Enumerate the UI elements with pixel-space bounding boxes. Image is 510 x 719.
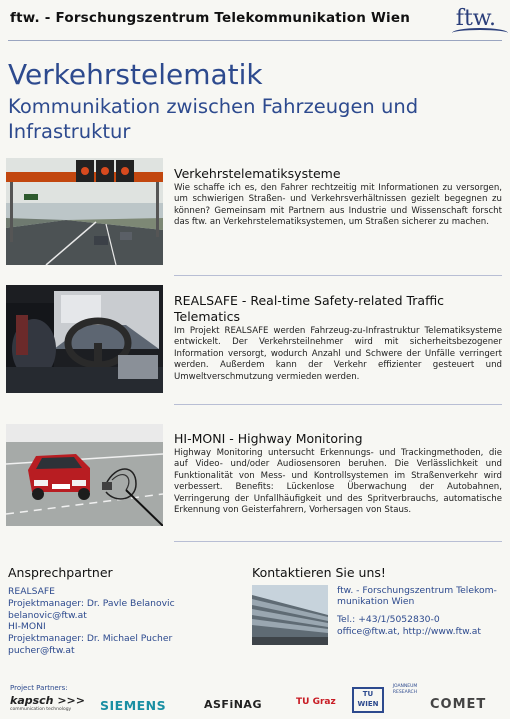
contact-email-link[interactable]: belanovic@ftw.at xyxy=(8,609,87,621)
section-divider xyxy=(174,275,502,276)
header-org: ftw. - Forschungszentrum Telekommunikation Wien xyxy=(10,10,411,26)
partner-logo-tu-wien: TU WIEN xyxy=(352,687,384,713)
section-heading-verkehrstelematik: Verkehrstelematiksysteme xyxy=(174,166,341,181)
contact-line: REALSAFE xyxy=(8,586,55,597)
partner-logo-asfinag: ASFiNAG xyxy=(204,698,262,711)
logo-swoosh-icon xyxy=(452,28,508,38)
section-divider xyxy=(174,404,502,405)
partner-logo-siemens: SIEMENS xyxy=(100,698,167,713)
contact-line: Projektmanager: Dr. Michael Pucher xyxy=(8,633,173,645)
ftw-logo xyxy=(456,6,496,31)
section-text-realsafe: Im Projekt REALSAFE werden Fahrzeug-zu-Infrastruktur Telematiksysteme entwickelt. Der Verkehrsteilnehmer wird mit sicherheitsbezogener Information versorgt, wodurch Anzahl und Schwere der Unfälle verringert werden. Außerdem kann der Verkehr effizienter gesteuert und Umweltverschmutzung vermieden werden. xyxy=(174,326,502,382)
contact-phone[interactable]: Tel.: +43/1/5052830-0 xyxy=(337,614,440,625)
contact-us-heading: Kontaktieren Sie uns! xyxy=(252,565,386,580)
section-heading-realsafe: REALSAFE - Real-time Safety-related Traffic Telematics xyxy=(174,293,445,324)
contact-org-line: ftw. - Forschungszentrum Telekom- xyxy=(337,585,497,596)
section-text-verkehrstelematik: Wie schaffe ich es, den Fahrer rechtzeitig mit Informationen zu versorgen, um schwierigen Straßen- und Verkehrsverhältnissen gezielt begegnen zu können? Gemeinsam mit Partnern aus Industrie und Wissenschaft forscht das ftw. an Verkehrstelematiksystemen, um Straßen sicherer zu machen. xyxy=(174,183,502,228)
partners-label: Project Partners: xyxy=(10,684,68,692)
page-subtitle: Kommunikation zwischen Fahrzeugen und Infrastruktur xyxy=(8,95,419,143)
contact-line: HI-MONI xyxy=(8,621,46,633)
photo-traffic-gantry xyxy=(6,158,163,265)
partner-logo-comet: COMET xyxy=(430,697,487,712)
page-title: Verkehrstelematik xyxy=(8,58,263,91)
partner-logo-kapsch xyxy=(10,694,85,712)
photo-highway-monitoring xyxy=(6,424,163,526)
contacts-list xyxy=(8,586,175,657)
contact-line: Projektmanager: Dr. Pavle Belanovic xyxy=(8,597,175,609)
partner-kapsch-sub: communication technology xyxy=(10,707,72,712)
contact-org-line: munikation Wien xyxy=(337,595,415,607)
contact-web-link[interactable]: office@ftw.at, http://www.ftw.at xyxy=(337,625,481,637)
section-heading-himoni: HI-MONI - Highway Monitoring xyxy=(174,431,363,446)
section-divider xyxy=(174,541,502,542)
contact-org xyxy=(337,586,505,607)
contact-email-link[interactable]: pucher@ftw.at xyxy=(8,644,75,656)
header-divider xyxy=(8,40,502,41)
partner-logo-joanneum: JOANNEUM RESEARCH xyxy=(392,684,418,695)
photo-ftw-building xyxy=(252,585,328,645)
contacts-heading: Ansprechpartner xyxy=(8,565,113,580)
partner-logo-tu-graz: TU Graz xyxy=(296,697,336,707)
contact-details xyxy=(337,614,505,638)
section-text-himoni: Highway Monitoring untersucht Erkennungs- und Trackingmethoden, die auf Video- und/oder Audiosensoren beruhen. Die Verlässlichkeit und Funktionalität von Mess- und Kontrollsystemen im Straßenverkehr wird verbessert. Benefits: Lückenlose Überwachung der Autobahnen, Verringerung der Unfallhäufigkeit und des Spritverbrauchs, automatische Erkennung von Geisterfahrern, Vorhersagen von Staus. xyxy=(174,448,502,516)
ftw-logo-text: ftw. xyxy=(455,6,496,31)
partner-kapsch-text: kapsch >>> xyxy=(10,694,85,707)
photo-driving-simulator xyxy=(6,285,163,393)
